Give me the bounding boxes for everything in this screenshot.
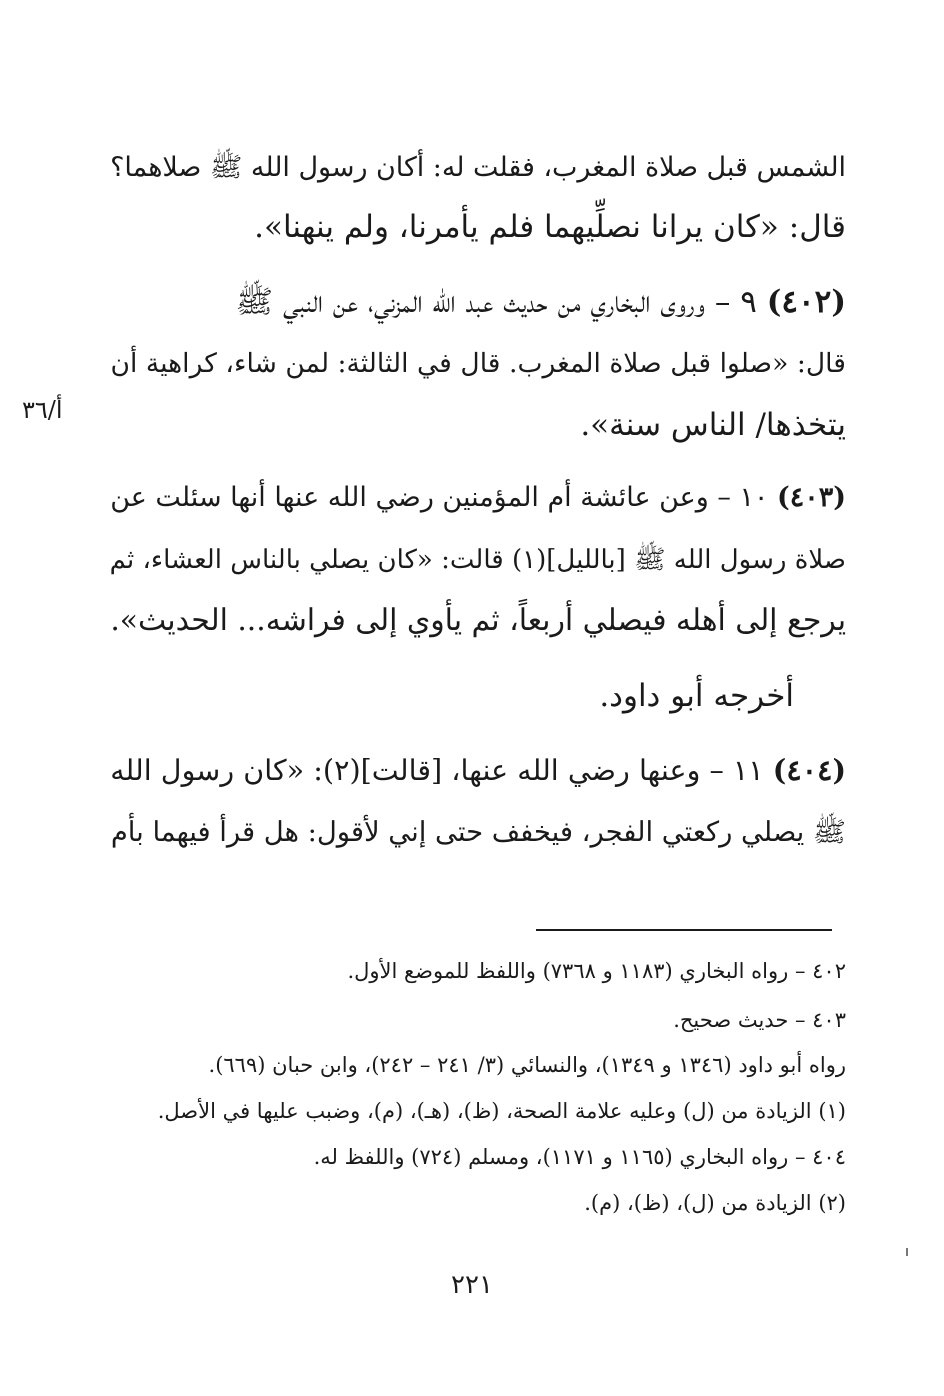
margin-folio-note: أ/٣٦: [22, 396, 63, 424]
body-line-9: [599, 676, 794, 716]
body-line-11: [111, 812, 846, 853]
footnote-line: ٤٠٤ – رواه البخاري (١١٦٥ و ١١٧١)، ومسلم (٧٢٤) واللفظ له.: [313, 1145, 846, 1169]
hadith-number: (٤٠٢): [766, 284, 846, 320]
page-number: ٢٢١: [451, 1270, 493, 1300]
footnote-line: (١) الزيادة من (ل) وعليه علامة الصحة، (ظ)، (هـ)، (م)، وضبب عليها في الأصل.: [157, 1099, 846, 1123]
line-text: أخرجه أبو داود.: [599, 678, 794, 714]
body-line-5: [580, 405, 846, 445]
line-text: ١٠ – وعن عائشة أم المؤمنين رضي الله عنها أنها سئلت عن: [110, 482, 777, 513]
body-line-6: [110, 478, 846, 518]
scan-mark: [906, 1248, 908, 1256]
line-text: ١١ – وعنها رضي الله عنها، [قالت](٢): «كان رسول الله: [110, 753, 773, 787]
body-line-8: [110, 601, 846, 641]
line-text: ﷺ يصلي ركعتي الفجر، فيخفف حتى إني لأقول: هل قرأ فيهما بأم: [110, 817, 846, 848]
footnote-line: (٢) الزيادة من (ل)، (ظ)، (م).: [584, 1191, 846, 1215]
body-line-3: [236, 282, 846, 322]
line-text: يرجع إلى أهله فيصلي أربعاً، ثم يأوي إلى فراشه... الحديث».: [110, 603, 846, 638]
body-line-4: [110, 344, 846, 384]
footnote-line: رواه أبو داود (١٣٤٦ و ١٣٤٩)، والنسائي (٣/ ٢٤١ – ٢٤٢)، وابن حبان (٦٦٩).: [208, 1053, 846, 1077]
body-line-1: [110, 148, 846, 188]
line-text: صلاة رسول الله ﷺ [بالليل](١) قالت: «كان يصلي بالناس العشاء، ثم: [109, 545, 846, 575]
hadith-number: (٤٠٤): [772, 753, 846, 787]
body-line-7: [110, 540, 846, 580]
hadith-number: (٤٠٣): [777, 482, 846, 513]
body-line-2: [254, 207, 846, 247]
footnote-line: ٤٠٢ – رواه البخاري (١١٨٣ و ٧٣٦٨) واللفظ للموضع الأول.: [347, 959, 846, 983]
footnote-divider: [536, 929, 832, 931]
line-text: قال: «كان يرانا نصلِّيهما فلم يأمرنا، ولم ينهنا».: [254, 209, 846, 245]
line-text: يتخذها/ الناس سنة».: [580, 407, 846, 443]
line-text: قال: «صلوا قبل صلاة المغرب. قال في الثالثة: لمن شاء، كراهية أن: [110, 348, 846, 379]
line-text: الشمس قبل صلاة المغرب، فقلت له: أكان رسول الله ﷺ صلاهما؟: [110, 152, 846, 183]
footnote-line: ٤٠٣ – حديث صحيح.: [673, 1008, 846, 1032]
body-line-10: [110, 750, 846, 790]
line-text: ٩ – وروى البخاري من حديث عبد الله المزني، عن النبي ﷺ: [235, 284, 767, 320]
